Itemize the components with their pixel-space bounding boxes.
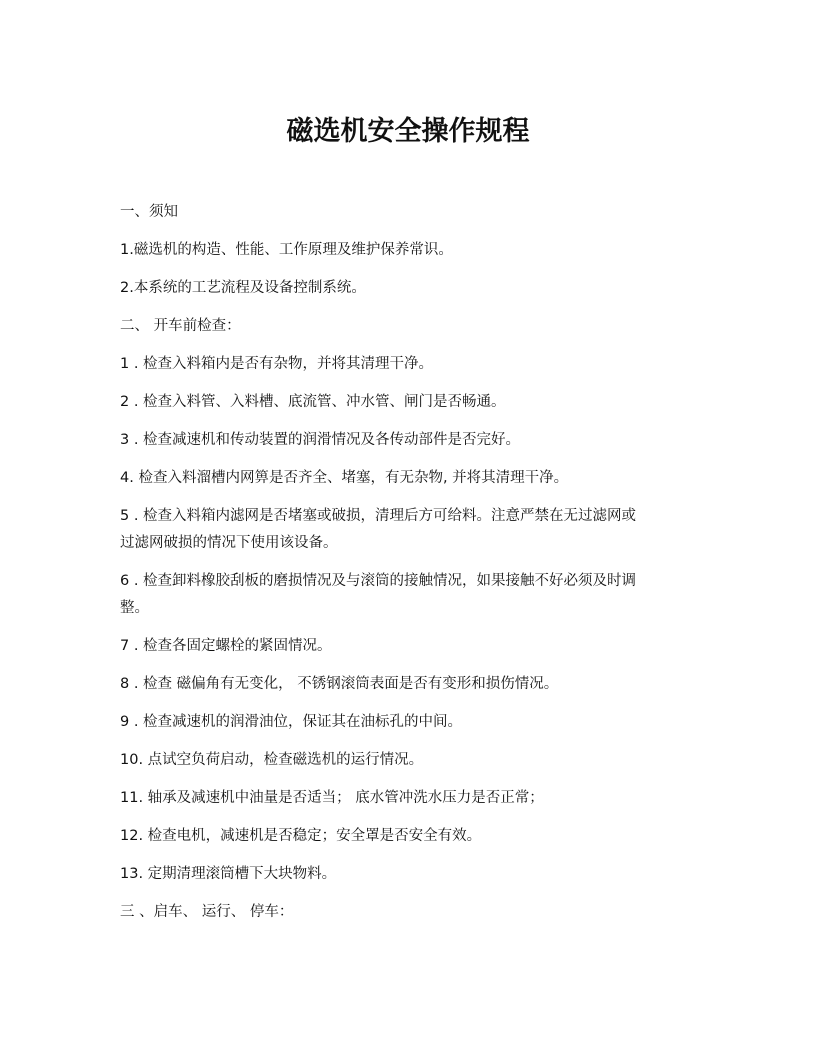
paragraph	[120, 671, 700, 698]
document-title: 磁选机安全操作规程	[286, 116, 530, 147]
paragraph-line: 整。	[120, 600, 149, 616]
paragraph	[120, 568, 700, 622]
paragraph-line: 6 . 检查卸料橡胶刮板的磨损情况及与滚筒的接触情况，如果接触不好必须及时调	[120, 573, 637, 589]
paragraph-line: 10. 点试空负荷启动，检查磁选机的运行情况。	[120, 752, 424, 768]
paragraph	[120, 785, 700, 812]
paragraph	[120, 237, 700, 264]
paragraph-line: 过滤网破损的情况下使用该设备。	[120, 535, 338, 551]
paragraph-line: 7 . 检查各固定螺栓的紧固情况。	[120, 638, 332, 654]
paragraph	[120, 427, 700, 454]
paragraph	[120, 351, 700, 378]
paragraph-line: 3 . 检查减速机和传动装置的润滑情况及各传动部件是否完好。	[120, 432, 521, 448]
paragraph	[120, 275, 700, 302]
paragraph-line: 三 、启车、 运行、 停车：	[120, 904, 294, 920]
paragraph-line: 5 . 检查入料箱内滤网是否堵塞或破损，清理后方可给料。注意严禁在无过滤网或	[120, 508, 637, 524]
paragraph	[120, 899, 700, 926]
paragraph-line: 13. 定期清理滚筒槽下大块物料。	[120, 866, 337, 882]
paragraph	[120, 199, 700, 226]
paragraph-line: 4. 检查入料溜槽内网箅是否齐全、堵塞，有无杂物, 并将其清理干净。	[120, 470, 569, 486]
paragraph-line: 12. 检查电机，减速机是否稳定；安全罩是否安全有效。	[120, 828, 482, 844]
paragraph-line: 11. 轴承及减速机中油量是否适当； 底水管冲洗水压力是否正常；	[120, 790, 544, 806]
paragraph-line: 8 . 检查 磁偏角有无变化， 不锈钢滚筒表面是否有变形和损伤情况。	[120, 676, 559, 692]
paragraph	[120, 503, 700, 557]
paragraph	[120, 709, 700, 736]
paragraph	[120, 633, 700, 660]
paragraph	[120, 465, 700, 492]
document-body	[120, 199, 700, 937]
paragraph	[120, 313, 700, 340]
paragraph-line: 1.磁选机的构造、性能、工作原理及维护保养常识。	[120, 242, 453, 258]
paragraph	[120, 747, 700, 774]
paragraph	[120, 861, 700, 888]
paragraph-line: 二、 开车前检查：	[120, 318, 241, 334]
paragraph-line: 9 . 检查减速机的润滑油位，保证其在油标孔的中间。	[120, 714, 463, 730]
paragraph-line: 1 . 检查入料箱内是否有杂物，并将其清理干净。	[120, 356, 434, 372]
paragraph-line: 2 . 检查入料管、入料槽、底流管、冲水管、闸门是否畅通。	[120, 394, 506, 410]
paragraph	[120, 823, 700, 850]
paragraph-line: 一、须知	[120, 204, 178, 220]
paragraph	[120, 389, 700, 416]
paragraph-line: 2.本系统的工艺流程及设备控制系统。	[120, 280, 366, 296]
